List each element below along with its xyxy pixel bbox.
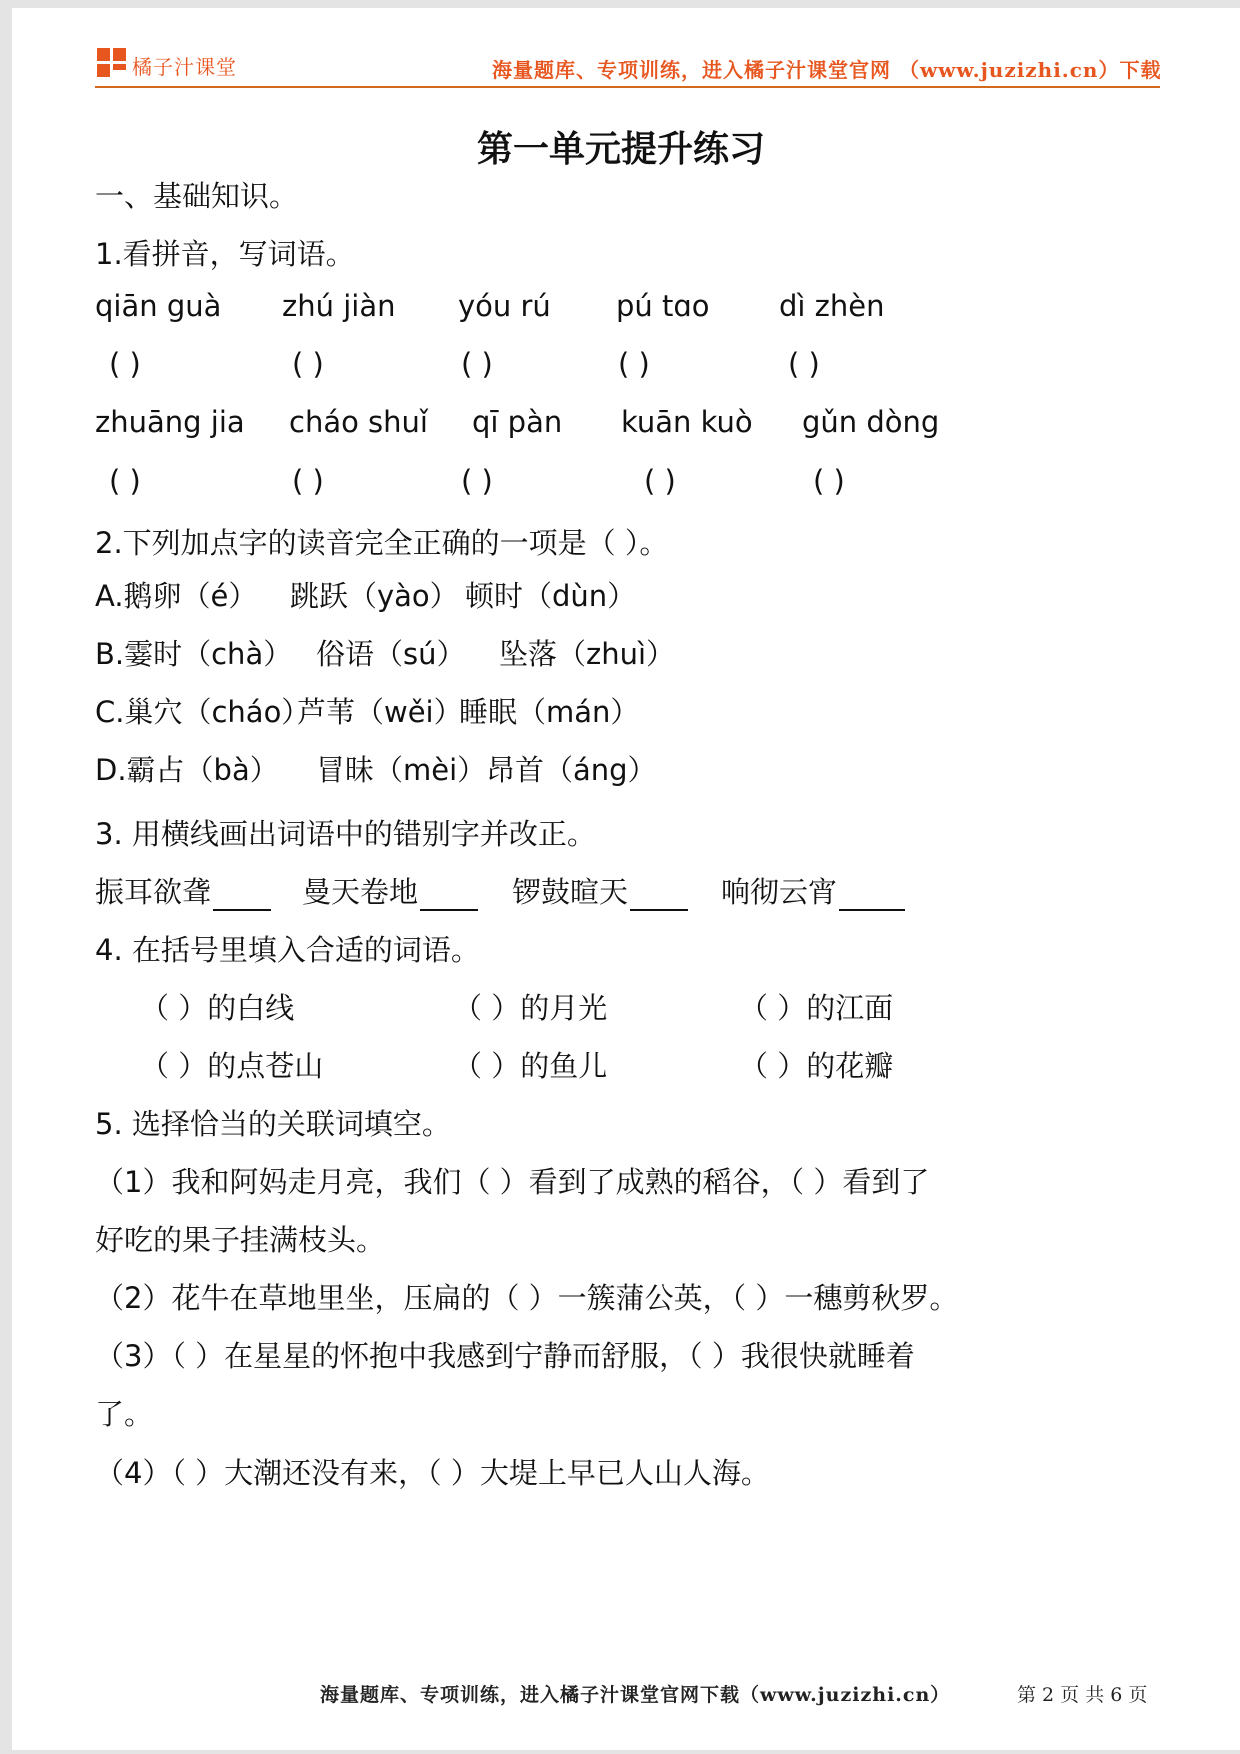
pinyin-item: cháo shuǐ	[289, 405, 428, 439]
page-title: 第一单元提升练习	[477, 129, 766, 170]
option-d-word: D.霸占（bà）	[95, 753, 279, 787]
sentence-4[interactable]: （4）（ ）大潮还没有来，（ ）大堤上早已人山人海。	[95, 1456, 770, 1490]
pinyin-item: zhú jiàn	[282, 289, 396, 323]
answer-blank[interactable]: ( )	[109, 464, 141, 498]
pinyin-item: qī pàn	[472, 405, 563, 439]
correction-blank[interactable]	[420, 879, 478, 911]
option-b-word: 坠落（zhuì）	[499, 637, 676, 671]
pinyin-item: qiān guà	[95, 289, 222, 323]
error-word-item	[721, 870, 905, 911]
question-2-label: 2.下列加点字的读音完全正确的一项是（ ）。	[95, 526, 669, 560]
answer-blank[interactable]: ( )	[618, 347, 650, 381]
option-a-word: 跳跃（yào）	[290, 579, 459, 613]
error-word-item	[95, 870, 271, 911]
pinyin-item: yóu rú	[458, 289, 551, 323]
pinyin-item: dì zhèn	[779, 289, 885, 323]
sentence-3-cont: 了。	[95, 1397, 154, 1431]
option-c-word: 芦苇（wěi）	[297, 695, 463, 729]
option-a-word: A.鹅卵（é）	[95, 579, 258, 613]
answer-blank[interactable]: ( )	[292, 464, 324, 498]
answer-blank[interactable]: ( )	[292, 347, 324, 381]
option-b-word: B.霎时（chà）	[95, 637, 293, 671]
question-3-label: 3. 用横线画出词语中的错别字并改正。	[95, 817, 596, 851]
option-b-word: 俗语（sú）	[316, 637, 466, 671]
fill-phrase[interactable]: （ ）的点苍山	[140, 1049, 324, 1083]
question-5-label: 5. 选择恰当的关联词填空。	[95, 1107, 451, 1141]
correction-blank[interactable]	[630, 879, 688, 911]
answer-blank[interactable]: ( )	[461, 464, 493, 498]
correction-blank[interactable]	[213, 879, 271, 911]
header-slogan: 海量题库、专项训练，进入橘子汁课堂官网 （www.juzizhi.cn）下载	[492, 58, 1162, 82]
option-d-word: 昂首（áng）	[486, 753, 657, 787]
correction-blank[interactable]	[839, 879, 905, 911]
pinyin-item: kuān kuò	[621, 405, 753, 439]
option-c-word: C.巢穴（cháo）	[95, 695, 311, 729]
footer-text: 海量题库、专项训练，进入橘子汁课堂官网下载（www.juzizhi.cn）	[320, 1684, 951, 1706]
page-indicator: 第 2 页 共 6 页	[1017, 1684, 1148, 1706]
fill-phrase[interactable]: （ ）的鱼儿	[453, 1049, 608, 1083]
header-divider	[95, 86, 1160, 88]
pinyin-item: gǔn dòng	[802, 405, 940, 439]
error-word: 振耳欲聋	[95, 875, 212, 909]
answer-blank[interactable]: ( )	[788, 347, 820, 381]
error-word-item	[302, 870, 478, 911]
sentence-1-cont: 好吃的果子挂满枝头。	[95, 1223, 386, 1257]
answer-blank[interactable]: ( )	[461, 347, 493, 381]
fill-phrase[interactable]: （ ）的月光	[453, 991, 608, 1025]
worksheet-page	[12, 8, 1240, 1750]
logo-icon	[97, 48, 127, 78]
option-a-word: 顿时（dùn）	[465, 579, 637, 613]
fill-phrase[interactable]: （ ）的花瓣	[739, 1049, 894, 1083]
fill-phrase[interactable]: （ ）的江面	[739, 991, 894, 1025]
question-1-label: 1.看拼音，写词语。	[95, 237, 355, 271]
answer-blank[interactable]: ( )	[644, 464, 676, 498]
section-heading: 一、基础知识。	[95, 179, 299, 213]
pinyin-item: pú tɑo	[616, 289, 710, 323]
error-word-item	[512, 870, 688, 911]
answer-blank[interactable]: ( )	[813, 464, 845, 498]
error-word: 响彻云宵	[721, 875, 838, 909]
pinyin-item: zhuāng jia	[95, 405, 245, 439]
sentence-1[interactable]: （1）我和阿妈走月亮，我们（ ）看到了成熟的稻谷，（ ）看到了	[95, 1165, 930, 1199]
fill-phrase[interactable]: （ ）的白线	[140, 991, 295, 1025]
error-word: 曼天卷地	[302, 875, 419, 909]
sentence-3[interactable]: （3）（ ）在星星的怀抱中我感到宁静而舒服，（ ）我很快就睡着	[95, 1339, 915, 1373]
logo-text: 橘子汁课堂	[132, 55, 237, 79]
error-word: 锣鼓暄天	[512, 875, 629, 909]
answer-blank[interactable]: ( )	[109, 347, 141, 381]
question-4-label: 4. 在括号里填入合适的词语。	[95, 933, 480, 967]
option-d-word: 冒昧（mèi）	[316, 753, 487, 787]
option-c-word: 睡眠（mán）	[459, 695, 640, 729]
sentence-2[interactable]: （2）花牛在草地里坐，压扁的（ ）一簇蒲公英，（ ）一穗剪秋罗。	[95, 1281, 959, 1315]
